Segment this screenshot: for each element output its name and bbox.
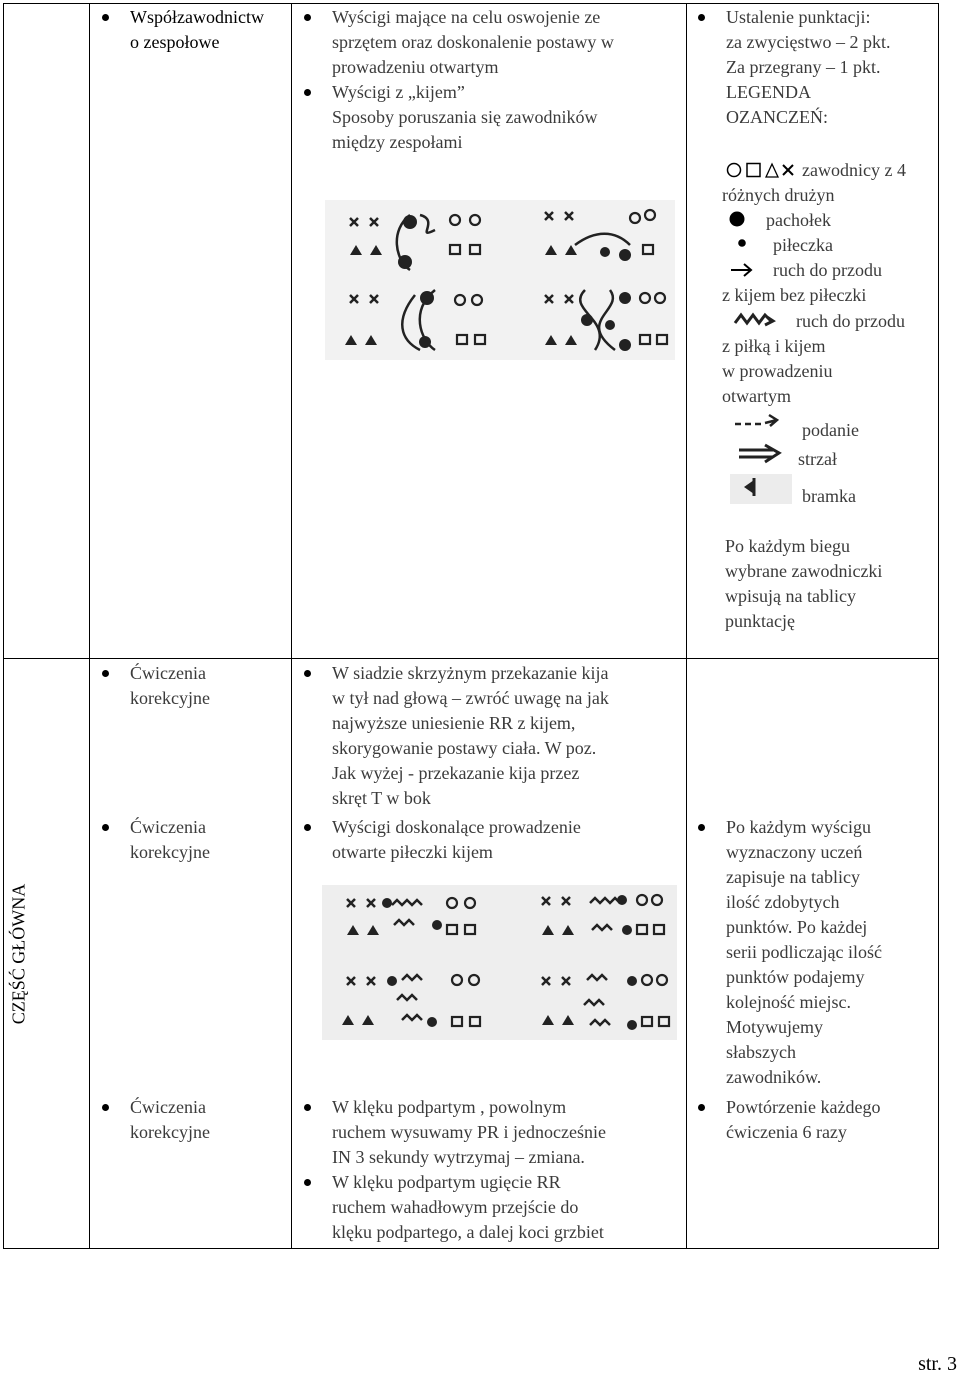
legend-goal: bramka [802, 486, 856, 506]
legend-heading: LEGENDA [726, 82, 811, 102]
row2-right-1 [692, 815, 937, 1090]
row2-item1 [298, 661, 684, 811]
row2-label-1-line1: Ćwiczenia [130, 663, 206, 683]
row2-right-1-line6: serii podliczając ilość [726, 942, 882, 962]
row2-item3-bullet [298, 1095, 684, 1170]
row1-note-line1: Po każdym biegu [725, 536, 850, 556]
goal-icon [730, 474, 792, 504]
row1-item2-text: Wyścigi z „kijem” [332, 82, 465, 102]
row2-item1-line5: Jak wyżej - przekazanie kija przez [332, 763, 580, 783]
scoring-line1: Ustalenie punktacji: [726, 7, 871, 27]
section-side-text: CZĘŚĆ GŁÓWNA [8, 883, 29, 1025]
row2-item1-line2: w tył nad głową – zwróć uwagę na jak [332, 688, 609, 708]
scoring-line3: Za przegrany – 1 pkt. [726, 57, 881, 77]
row2-item4-line1: W klęku podpartym ugięcie RR [332, 1172, 561, 1192]
row1-item1-line3: prowadzeniu otwartym [332, 57, 499, 77]
row2-item3 [298, 1095, 684, 1245]
row2-item4-line2: ruchem wahadłowym przejście do [332, 1197, 579, 1217]
row2-item2-line2: otwarte piłeczki kijem [332, 842, 493, 862]
legend-shot: strzał [798, 449, 837, 469]
row1-note-line3: wpisują na tablicy [725, 586, 856, 606]
legend-cone: pachołek [766, 210, 831, 230]
row1-note-line4: punktację [725, 611, 795, 631]
row2-right-2-line1: Powtórzenie każdego [726, 1097, 881, 1117]
row1-label [96, 5, 286, 55]
row2-right-2-bullet [692, 1095, 937, 1145]
shot-arrow-icon [737, 443, 787, 465]
row2-right-1-bullet [692, 815, 937, 1090]
row1-label-cell [96, 5, 286, 55]
legend-subheading: OZANCZEŃ: [726, 107, 828, 127]
row1-label-line2: o zespołowe [130, 32, 220, 52]
row2-item3-line1: W klęku podpartym , powolnym [332, 1097, 567, 1117]
row2-right-1-line2: wyznaczony uczeń [726, 842, 863, 862]
cone-icon [729, 211, 745, 227]
scoring-rules [692, 5, 937, 130]
row1-label-line1: Współzawodnictw [130, 7, 264, 27]
row2-item2-line1: Wyścigi doskonalące prowadzenie [332, 817, 581, 837]
row2-label-2 [96, 815, 286, 865]
row2-item1-bullet [298, 661, 684, 811]
row2-right-2 [692, 1095, 937, 1145]
row1-item1-line1: Wyścigi mające na celu oswojenie ze [332, 7, 601, 27]
row2-label-2-line1: Ćwiczenia [130, 817, 206, 837]
section-side-label [0, 659, 38, 1249]
row1-note-line2: wybrane zawodniczki [725, 561, 883, 581]
row2-right-1-line9: Motywujemy [726, 1017, 823, 1037]
row1-item2-sub1: Sposoby poruszania się zawodników [332, 107, 598, 127]
column-divider-3 [686, 3, 687, 1249]
row2-item1-line6: skręt T w bok [332, 788, 431, 808]
legend-move: ruch do przodu [773, 260, 882, 280]
players-symbols-icon [726, 161, 798, 179]
row1-middle-cell [298, 5, 684, 155]
pass-arrow-icon [733, 412, 781, 432]
row2-item4-bullet [298, 1170, 684, 1245]
legend-dribble-2: z piłką i kijem [722, 336, 826, 356]
row2-item2 [298, 815, 684, 865]
row2-item1-line1: W siadzie skrzyżnym przekazanie kija [332, 663, 609, 683]
row1-item1 [298, 5, 684, 80]
column-divider-1 [89, 3, 90, 1249]
row2-item1-line4: skorygowanie postawy ciała. W poz. [332, 738, 597, 758]
legend-players: zawodnicy z 4 [802, 160, 906, 180]
row2-item3-line2: ruchem wysuwamy PR i jednocześnie [332, 1122, 606, 1142]
row2-right-1-line8: kolejność miejsc. [726, 992, 851, 1012]
row2-label-3-bullet [96, 1095, 286, 1145]
legend-dribble-4: otwartym [722, 386, 791, 406]
row2-item4-line3: klęku podpartego, a dalej koci grzbiet [332, 1222, 604, 1242]
row2-label-3-line1: Ćwiczenia [130, 1097, 206, 1117]
legend-move-2: z kijem bez piłeczki [722, 285, 867, 305]
column-divider-2 [291, 3, 292, 1249]
race-diagram-1 [325, 200, 675, 360]
legend-players-2: różnych drużyn [722, 185, 835, 205]
row2-right-1-line3: zapisuje na tablicy [726, 867, 860, 887]
row2-label-2-line2: korekcyjne [130, 842, 210, 862]
row2-right-1-line7: punktów podajemy [726, 967, 865, 987]
race-diagram-2 [322, 885, 677, 1040]
row2-right-1-line5: punktów. Po każdej [726, 917, 868, 937]
row2-item3-line3: IN 3 sekundy wytrzymaj – zmiana. [332, 1147, 585, 1167]
row2-right-1-line4: ilość zdobytych [726, 892, 840, 912]
row2-label-2-bullet [96, 815, 286, 865]
table-border-top [3, 3, 939, 4]
scoring-line2: za zwycięstwo – 2 pkt. [726, 32, 891, 52]
row2-right-1-line10: słabszych [726, 1042, 796, 1062]
legend-dribble-3: w prowadzeniu [722, 361, 833, 381]
row2-right-2-line2: ćwiczenia 6 razy [726, 1122, 847, 1142]
legend-ball: piłeczka [773, 235, 833, 255]
ball-icon [738, 239, 746, 247]
dribble-arrow-icon [733, 311, 777, 327]
table-border-bottom [3, 1248, 939, 1249]
row2-label-3-line2: korekcyjne [130, 1122, 210, 1142]
legend-pass: podanie [802, 420, 859, 440]
row2-right-1-line11: zawodników. [726, 1067, 822, 1087]
row1-item2-sub2: między zespołami [332, 132, 463, 152]
row-divider [3, 658, 939, 659]
legend-dribble: ruch do przodu [796, 311, 905, 331]
row1-note [725, 534, 935, 634]
row2-right-1-line1: Po każdym wyścigu [726, 817, 871, 837]
row1-right-cell [692, 5, 937, 130]
row2-label-3 [96, 1095, 286, 1145]
row2-label-1-bullet [96, 661, 286, 711]
table-border-right [938, 3, 939, 1249]
row1-item2 [298, 80, 684, 155]
row2-item1-line3: najwyższe uniesienie RR z kijem, [332, 713, 576, 733]
row2-label-1 [96, 661, 286, 711]
page-number: str. 3 [918, 1353, 957, 1375]
row2-label-1-line2: korekcyjne [130, 688, 210, 708]
move-arrow-icon [730, 262, 754, 278]
row1-item1-line2: sprzętem oraz doskonalenie postawy w [332, 32, 614, 52]
row2-item2-bullet [298, 815, 684, 865]
